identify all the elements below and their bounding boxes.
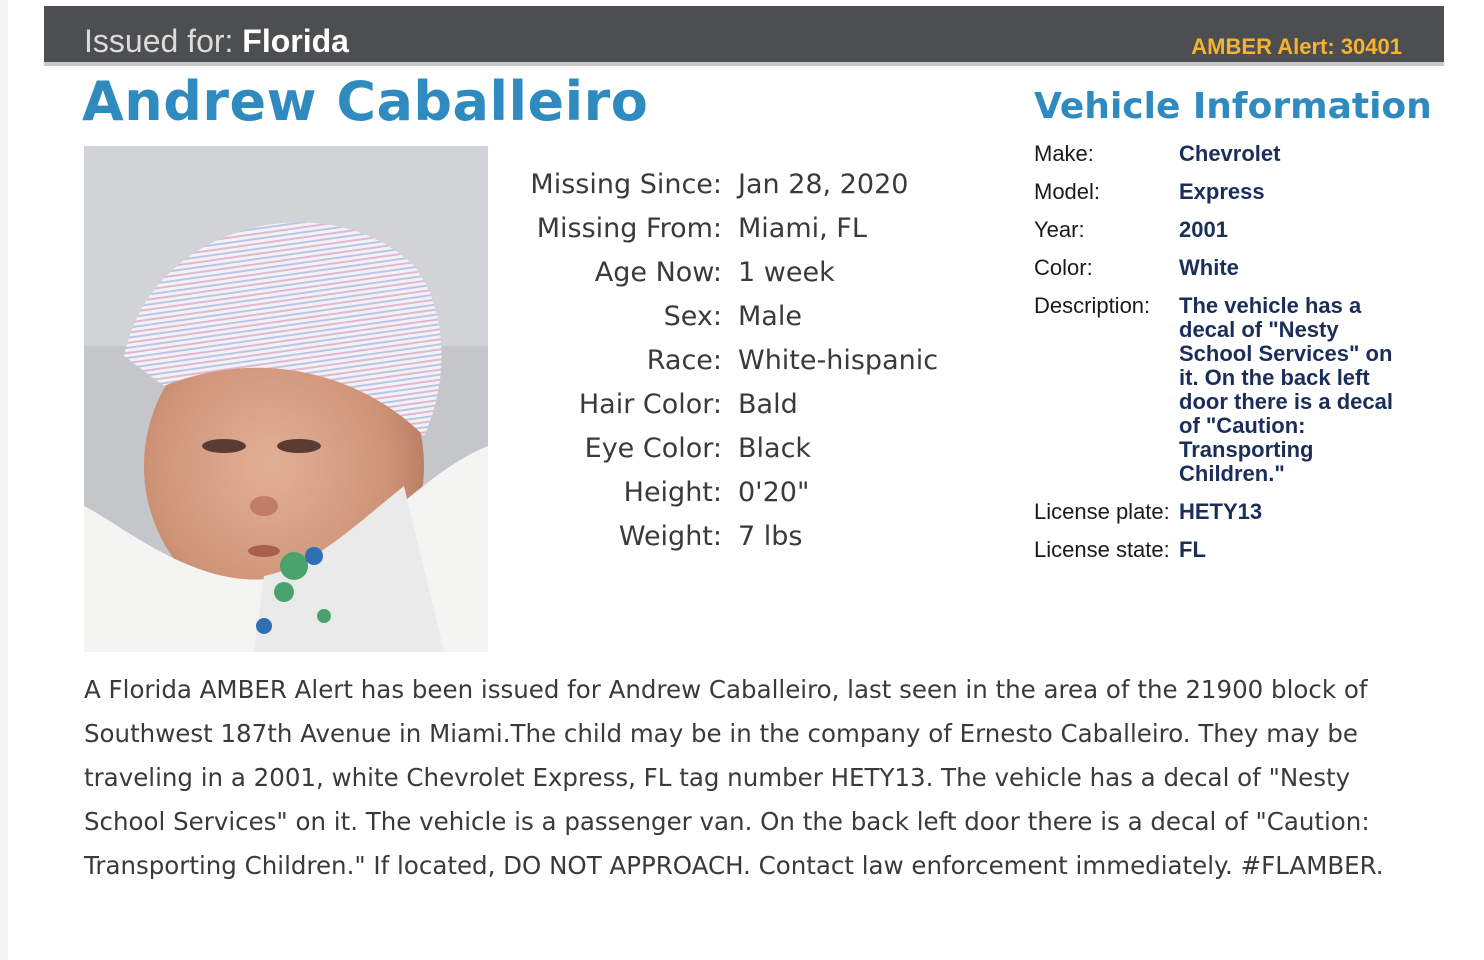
child-photo-image xyxy=(84,146,488,652)
detail-row-eye-color xyxy=(500,426,938,470)
vehicle-value: HETY13 xyxy=(1179,499,1263,524)
detail-label: Weight: xyxy=(618,520,722,552)
detail-label: Missing Since: xyxy=(530,168,722,200)
detail-value: Bald xyxy=(738,388,798,420)
vehicle-row-year xyxy=(1034,218,1434,242)
detail-label: Height: xyxy=(623,476,722,508)
vehicle-label: Model: xyxy=(1034,179,1101,204)
detail-row-race xyxy=(500,338,938,382)
alert-description: A Florida AMBER Alert has been issued for Andrew Caballeiro, last seen in the area of the 21900 block of Southwest 187th Avenue in Miami.The child may be in the company of Ernesto Caballeiro. They may be traveling in a 2001, white Chevrolet Express, FL tag number HETY13. The vehicle has a decal of "Nesty School Services" on it. The vehicle is a passenger van. On the back left door there is a decal of "Caution: Transporting Children." If located, DO NOT APPROACH. Contact law enforcement immediately. #FLAMBER. xyxy=(84,675,1384,880)
vehicle-row-model xyxy=(1034,180,1434,204)
detail-label: Race: xyxy=(646,344,722,376)
detail-row-sex xyxy=(500,294,938,338)
detail-label: Age Now: xyxy=(594,256,722,288)
vehicle-value: The vehicle has a decal of "Nesty School Services" on it. On the back left door there is a decal of "Caution: Transporting Children." xyxy=(1179,293,1393,486)
detail-row-height xyxy=(500,470,938,514)
detail-row-age-now xyxy=(500,250,938,294)
vehicle-label: Year: xyxy=(1034,217,1085,242)
detail-value: 7 lbs xyxy=(738,520,803,552)
vehicle-row-license-state xyxy=(1034,538,1434,562)
vehicle-value: FL xyxy=(1179,537,1206,562)
detail-value: White-hispanic xyxy=(738,344,939,376)
vehicle-label: Color: xyxy=(1034,255,1093,280)
vehicle-info-table xyxy=(1034,142,1434,576)
detail-value: 0'20" xyxy=(738,476,810,508)
child-photo xyxy=(84,146,488,652)
child-details-list xyxy=(500,162,938,558)
detail-row-missing-since xyxy=(500,162,938,206)
child-name-title: Andrew Caballeiro xyxy=(82,70,649,133)
detail-value: 1 week xyxy=(738,256,835,288)
vehicle-row-make xyxy=(1034,142,1434,166)
detail-row-weight xyxy=(500,514,938,558)
amber-alert-number: AMBER Alert: 30401 xyxy=(1191,34,1402,59)
vehicle-label: Description: xyxy=(1034,293,1151,318)
detail-value: Male xyxy=(738,300,802,332)
alert-header-bar xyxy=(44,6,1444,66)
detail-label: Hair Color: xyxy=(578,388,722,420)
page-edge xyxy=(0,0,8,960)
vehicle-row-description xyxy=(1034,294,1434,486)
vehicle-value: White xyxy=(1179,255,1239,280)
vehicle-label: License plate: xyxy=(1034,499,1170,524)
issued-prefix: Issued for: xyxy=(84,23,234,59)
detail-label: Missing From: xyxy=(536,212,722,244)
vehicle-value: Express xyxy=(1179,179,1265,204)
vehicle-value: 2001 xyxy=(1179,217,1228,242)
detail-row-hair-color xyxy=(500,382,938,426)
detail-value: Miami, FL xyxy=(738,212,867,244)
vehicle-information-heading: Vehicle Information xyxy=(1034,86,1432,127)
vehicle-value: Chevrolet xyxy=(1179,141,1281,166)
detail-value: Black xyxy=(738,432,812,464)
vehicle-row-color xyxy=(1034,256,1434,280)
vehicle-row-license-plate xyxy=(1034,500,1434,524)
detail-label: Sex: xyxy=(663,300,722,332)
issued-state: Florida xyxy=(242,23,349,59)
detail-label: Eye Color: xyxy=(584,432,722,464)
vehicle-label: License state: xyxy=(1034,537,1170,562)
issued-for-text xyxy=(84,23,349,60)
vehicle-label: Make: xyxy=(1034,141,1094,166)
detail-value: Jan 28, 2020 xyxy=(738,168,909,200)
detail-row-missing-from xyxy=(500,206,938,250)
